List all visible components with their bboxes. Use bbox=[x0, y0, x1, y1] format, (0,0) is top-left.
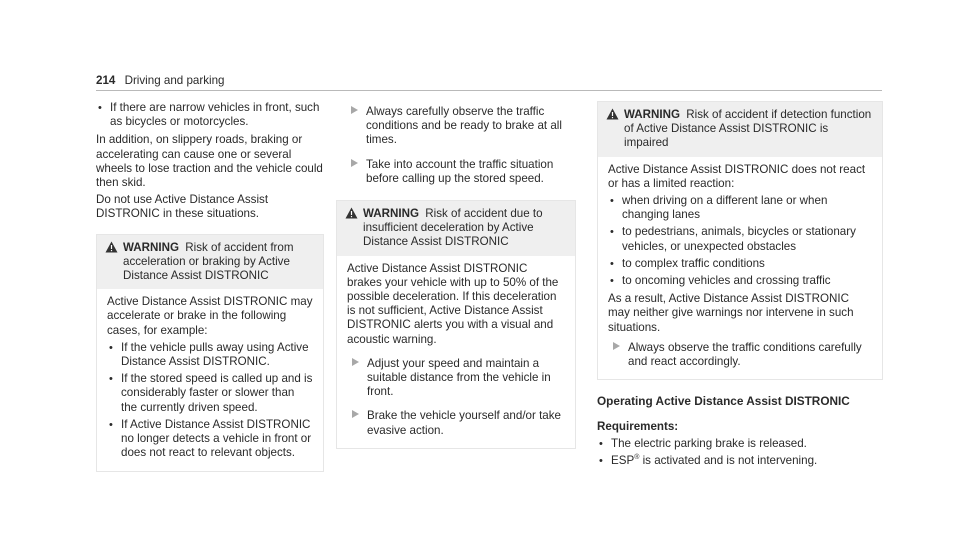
bullet-dot-icon: • bbox=[109, 418, 113, 431]
warning-body bbox=[337, 256, 575, 448]
warning-triangle-icon bbox=[105, 241, 118, 257]
instruction-step: Adjust your speed and maintain a suitable distance from the vehicle in front. bbox=[347, 357, 565, 400]
requirements-title: Requirements: bbox=[597, 420, 679, 434]
list-item: • to oncoming vehicles and crossing traffic bbox=[610, 274, 831, 288]
bullet-dot-icon: • bbox=[610, 226, 614, 239]
list-item: • If the stored speed is called up and is considerably faster or slower than the currently driven speed. bbox=[109, 372, 313, 414]
arrow-right-icon bbox=[352, 410, 359, 418]
list-item: • ESP® is activated and is not intervening. bbox=[599, 453, 818, 467]
list-item: • to pedestrians, animals, bicycles or stationary vehicles, or unexpected obstacles bbox=[610, 225, 856, 253]
list-item: • If the vehicle pulls away using Active Distance Assist DISTRONIC. bbox=[109, 340, 309, 369]
arrow-right-icon bbox=[351, 106, 358, 114]
bullet-dot-icon: • bbox=[610, 195, 614, 208]
warning-header bbox=[598, 102, 882, 157]
instruction-steps bbox=[336, 101, 576, 186]
warning-triangle-icon bbox=[606, 108, 619, 124]
warning-title: Risk of accident from acceleration or braking by Active Distance Assist DISTRONIC bbox=[123, 240, 294, 283]
bullet-dot-icon: • bbox=[599, 454, 603, 467]
paragraph-donot: Do not use Active Distance Assist DISTRONIC in these situations. bbox=[96, 193, 269, 221]
arrow-right-icon bbox=[352, 358, 359, 366]
arrow-right-icon bbox=[613, 342, 620, 350]
list-item: • when driving on a different lane or when changing lanes bbox=[610, 194, 828, 222]
warning-box-acceleration bbox=[96, 234, 324, 473]
warning-box-deceleration bbox=[336, 200, 576, 449]
list-item: • The electric parking brake is released. bbox=[599, 436, 807, 450]
list-item: • If Active Distance Assist DISTRONIC no longer detects a vehicle in front or does not react to relevant objects. bbox=[109, 417, 312, 460]
warning-triangle-icon bbox=[345, 207, 358, 223]
warning-text: Active Distance Assist DISTRONIC brakes your vehicle with up to 50% of the possible deceleration. If this deceleration is not sufficient, Active Distance Assist DISTRONIC alerts you with a visual and acoustic warning. bbox=[347, 261, 559, 346]
warning-intro: Active Distance Assist DISTRONIC does not react or has a limited reaction: bbox=[608, 162, 866, 190]
registered-mark: ® bbox=[634, 453, 640, 461]
column-2 bbox=[336, 101, 576, 449]
paragraph-slippery: In addition, on slippery roads, braking or accelerating can cause one or several wheels to lose traction and the vehicle could then skid. bbox=[96, 133, 323, 190]
bullet-dot-icon: • bbox=[599, 437, 603, 450]
column-1 bbox=[96, 101, 324, 472]
warning-header bbox=[97, 235, 323, 290]
list-item: • to complex traffic conditions bbox=[610, 256, 765, 270]
bullet-dot-icon: • bbox=[109, 373, 113, 386]
warning-result: As a result, Active Distance Assist DISTRONIC may neither give warnings nor intervene in such situations. bbox=[608, 292, 854, 334]
instruction-step: Brake the vehicle yourself and/or take evasive action. bbox=[347, 409, 565, 437]
instruction-step: Take into account the traffic situation before calling up the stored speed. bbox=[346, 158, 576, 186]
section-name: Driving and parking bbox=[124, 74, 225, 87]
page-number: 214 bbox=[96, 74, 116, 87]
section-title: Operating Active Distance Assist DISTRONIC bbox=[597, 394, 850, 409]
column-3 bbox=[597, 101, 883, 471]
warning-label: WARNING bbox=[624, 108, 681, 121]
bullet-dot-icon: • bbox=[109, 341, 113, 354]
bullet-dot-icon: • bbox=[98, 102, 102, 114]
bullet-dot-icon: • bbox=[610, 275, 614, 288]
warning-title: Risk of accident if detection function of Active Distance Assist DISTRONIC is impaired bbox=[624, 108, 872, 150]
header-rule bbox=[96, 90, 882, 91]
instruction-step: Always carefully observe the traffic conditions and be ready to brake at all times. bbox=[346, 105, 576, 148]
warning-header bbox=[337, 201, 575, 256]
warning-intro: Active Distance Assist DISTRONIC may accelerate or brake in the following cases, for example: bbox=[107, 295, 313, 337]
warning-body bbox=[97, 289, 323, 471]
warning-body bbox=[598, 157, 882, 380]
warning-box-detection bbox=[597, 101, 883, 380]
bullet-dot-icon: • bbox=[610, 257, 614, 270]
instruction-step: Always observe the traffic conditions carefully and react accordingly. bbox=[608, 341, 872, 369]
warning-label: WARNING bbox=[363, 207, 420, 221]
list-item: • If there are narrow vehicles in front, such as bicycles or motorcycles. bbox=[98, 101, 320, 129]
page-header bbox=[96, 74, 882, 90]
warning-label: WARNING bbox=[123, 240, 180, 254]
warning-title: Risk of accident due to insufficient deceleration by Active Distance Assist DISTRONIC bbox=[363, 207, 543, 249]
arrow-right-icon bbox=[351, 159, 358, 167]
